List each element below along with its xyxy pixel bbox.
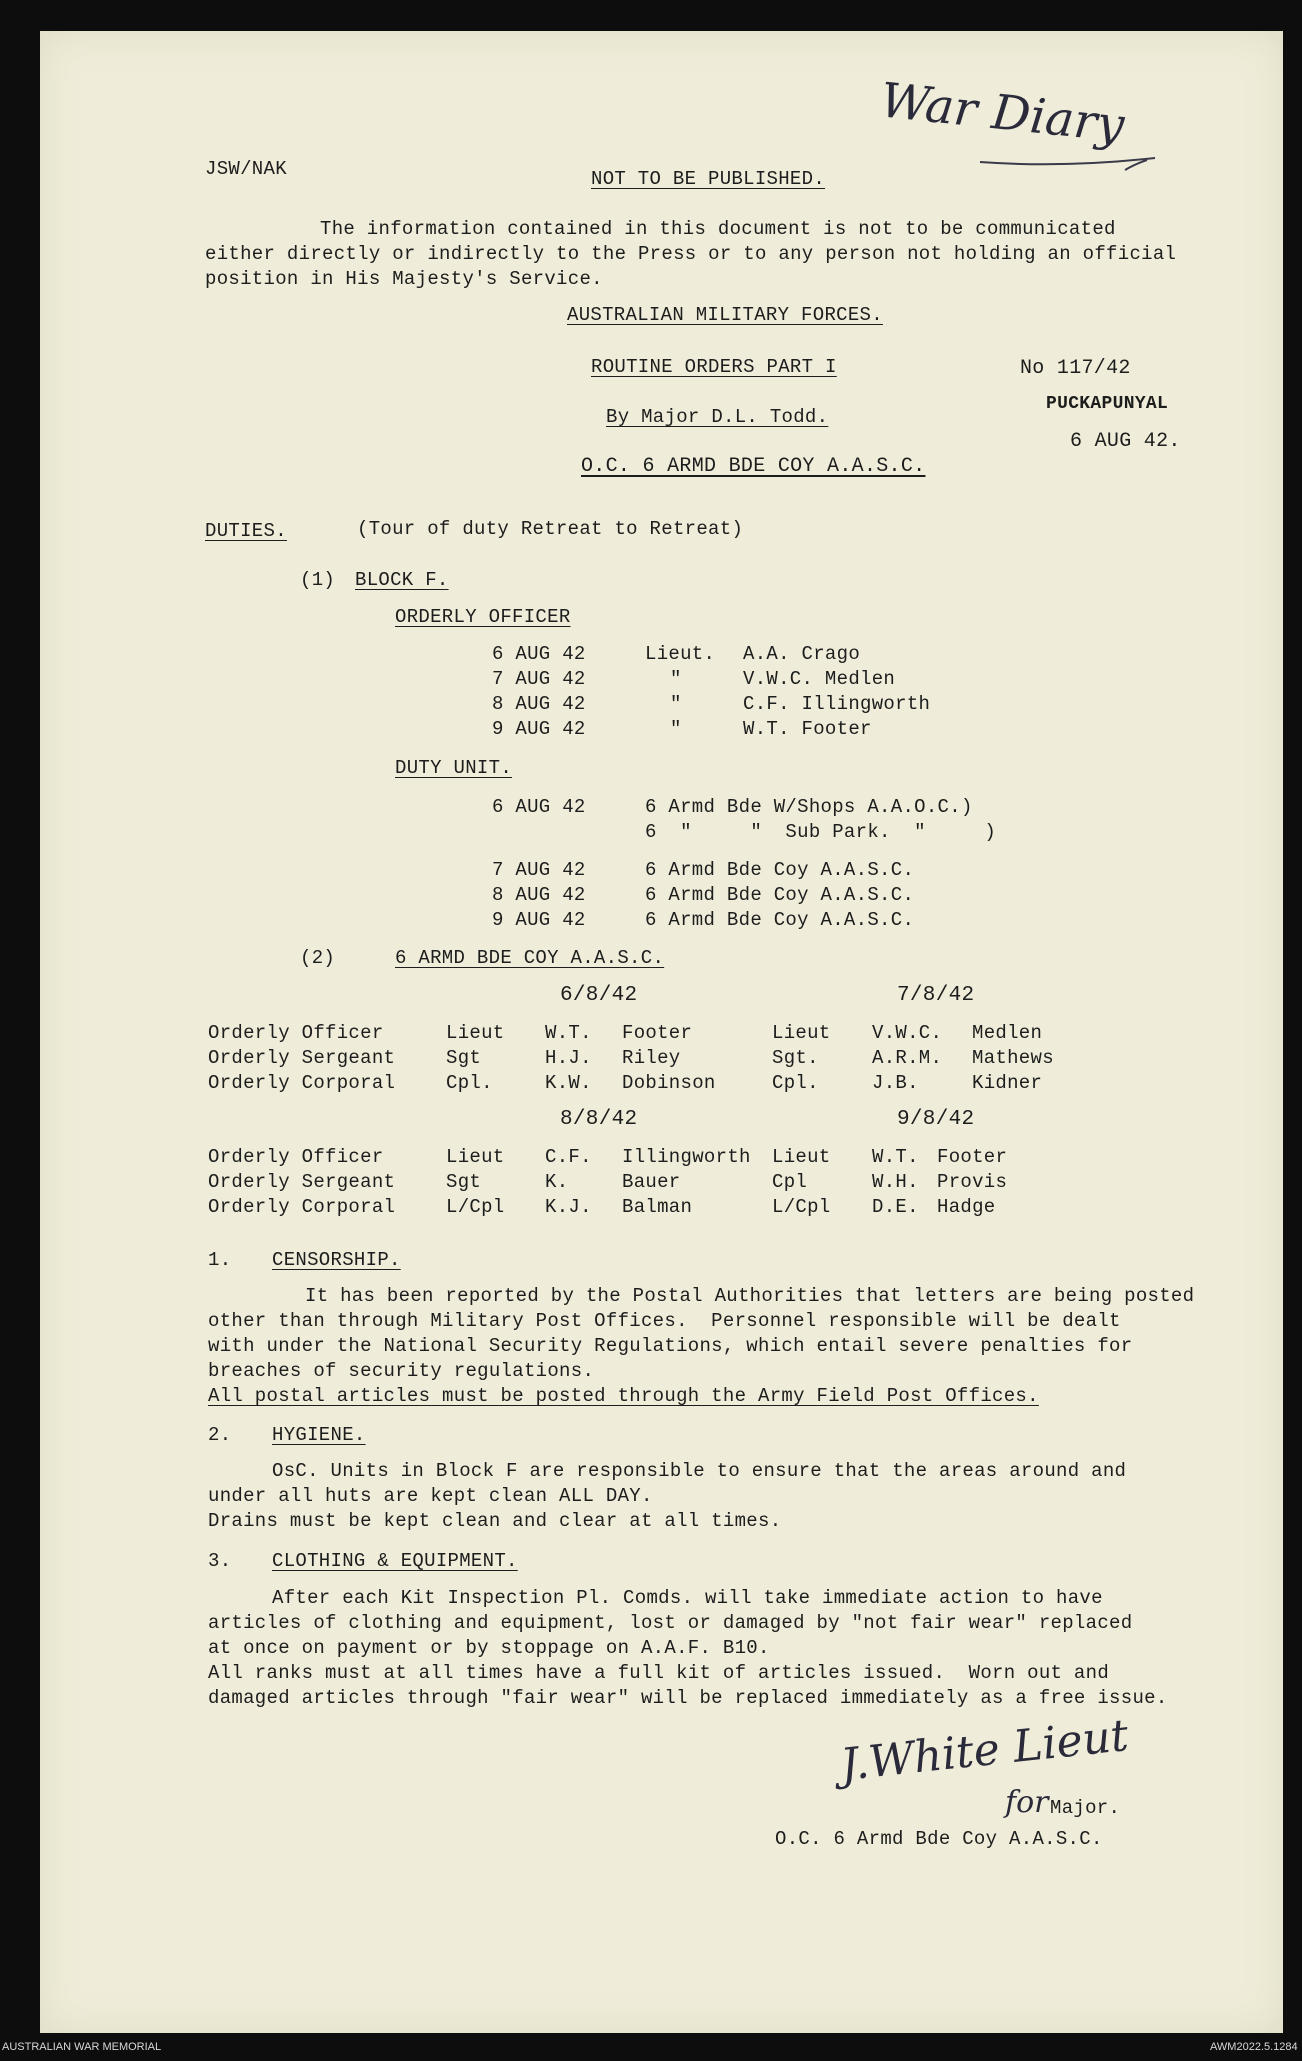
section-line-emphasis: All postal articles must be posted through the Army Field Post Offices. bbox=[208, 1385, 1039, 1407]
entry-rank: Lieut bbox=[446, 1022, 505, 1044]
oo-name: V.W.C. Medlen bbox=[743, 668, 896, 690]
oo-date: 6 AUG 42 bbox=[492, 643, 586, 665]
row-label: Orderly Corporal bbox=[208, 1072, 396, 1094]
unit-line: O.C. 6 ARMD BDE COY A.A.S.C. bbox=[581, 455, 926, 478]
entry-init: V.W.C. bbox=[872, 1022, 943, 1044]
entry-init: A.R.M. bbox=[872, 1047, 943, 1069]
entry-name: Illingworth bbox=[622, 1146, 751, 1168]
entry-rank: Lieut bbox=[772, 1022, 831, 1044]
entry-init: C.F. bbox=[545, 1146, 592, 1168]
entry-init: K.W. bbox=[545, 1072, 592, 1094]
section-line: at once on payment or by stoppage on A.A.F. B10. bbox=[208, 1637, 770, 1659]
section-number: 1. bbox=[208, 1249, 232, 1271]
entry-name: Footer bbox=[622, 1022, 693, 1044]
section-number: 3. bbox=[208, 1550, 232, 1572]
du-unit: 6 " " Sub Park. " ) bbox=[645, 821, 997, 843]
day-date: 8/8/42 bbox=[560, 1108, 638, 1131]
entry-rank: Lieut bbox=[772, 1146, 831, 1168]
block-f-number: (1) bbox=[300, 569, 336, 591]
entry-rank: Sgt. bbox=[772, 1047, 819, 1069]
section-title-hygiene: HYGIENE. bbox=[272, 1424, 366, 1446]
oo-name: W.T. Footer bbox=[743, 718, 872, 740]
order-date: 6 AUG 42. bbox=[1070, 430, 1181, 453]
entry-init: W.T. bbox=[545, 1022, 592, 1044]
row-label: Orderly Sergeant bbox=[208, 1171, 396, 1193]
duties-heading: DUTIES. bbox=[205, 520, 287, 542]
section-line: After each Kit Inspection Pl. Comds. will take immediate action to have bbox=[272, 1587, 1103, 1609]
section-line: All ranks must at all times have a full kit of articles issued. Worn out and bbox=[208, 1662, 1110, 1684]
orders-title: ROUTINE ORDERS PART I bbox=[591, 356, 837, 378]
footer-id: AWM2022.5.1284 bbox=[1210, 2041, 1298, 2053]
row-label: Orderly Officer bbox=[208, 1022, 384, 1044]
entry-name: Hadge bbox=[937, 1196, 996, 1218]
entry-init: W.H. bbox=[872, 1171, 919, 1193]
entry-name: Dobinson bbox=[622, 1072, 716, 1094]
oo-date: 8 AUG 42 bbox=[492, 693, 586, 715]
entry-rank: L/Cpl bbox=[446, 1196, 505, 1218]
entry-rank: Cpl. bbox=[772, 1072, 819, 1094]
handwritten-war-diary: War Diary bbox=[877, 72, 1127, 154]
oo-rank: " bbox=[670, 718, 682, 740]
block-f-title: BLOCK F. bbox=[355, 569, 449, 591]
day-date: 6/8/42 bbox=[560, 984, 638, 1007]
entry-name: Riley bbox=[622, 1047, 681, 1069]
section-title-clothing: CLOTHING & EQUIPMENT. bbox=[272, 1550, 518, 1572]
du-unit: 6 Armd Bde Coy A.A.S.C. bbox=[645, 859, 915, 881]
entry-name: Kidner bbox=[972, 1072, 1043, 1094]
section-line: OsC. Units in Block F are responsible to ensure that the areas around and bbox=[272, 1460, 1127, 1482]
warning-line-2: either directly or indirectly to the Press or to any person not holding an official bbox=[205, 243, 1177, 265]
warning-line-1: The information contained in this document is not to be communicated bbox=[320, 218, 1116, 240]
entry-rank: L/Cpl bbox=[772, 1196, 831, 1218]
entry-name: Provis bbox=[937, 1171, 1008, 1193]
entry-name: Footer bbox=[937, 1146, 1008, 1168]
entry-init: H.J. bbox=[545, 1047, 592, 1069]
du-date: 6 AUG 42 bbox=[492, 796, 586, 818]
entry-name: Medlen bbox=[972, 1022, 1043, 1044]
handwritten-signature: J.White Lieut bbox=[838, 1710, 1131, 1791]
oo-rank: Lieut. bbox=[645, 643, 716, 665]
signature-unit: O.C. 6 Armd Bde Coy A.A.S.C. bbox=[775, 1828, 1103, 1850]
coy-number: (2) bbox=[300, 947, 336, 969]
oo-name: A.A. Crago bbox=[743, 643, 861, 665]
entry-name: Balman bbox=[622, 1196, 693, 1218]
du-unit: 6 Armd Bde Coy A.A.S.C. bbox=[645, 909, 915, 931]
oo-rank: " bbox=[670, 668, 682, 690]
handwritten-for: for bbox=[1005, 1785, 1049, 1820]
section-line: damaged articles through "fair wear" will be replaced immediately as a free issue. bbox=[208, 1687, 1168, 1709]
entry-init: D.E. bbox=[872, 1196, 919, 1218]
entry-rank: Sgt bbox=[446, 1047, 482, 1069]
entry-rank: Cpl. bbox=[446, 1072, 493, 1094]
entry-init: J.B. bbox=[872, 1072, 919, 1094]
by-line: By Major D.L. Todd. bbox=[606, 406, 829, 428]
section-line: articles of clothing and equipment, lost or damaged by "not fair wear" replaced bbox=[208, 1612, 1133, 1634]
row-label: Orderly Corporal bbox=[208, 1196, 396, 1218]
du-date: 7 AUG 42 bbox=[492, 859, 586, 881]
force-title: AUSTRALIAN MILITARY FORCES. bbox=[567, 304, 883, 326]
section-line: other than through Military Post Offices. Personnel responsible will be dealt bbox=[208, 1310, 1121, 1332]
section-number: 2. bbox=[208, 1424, 232, 1446]
du-unit: 6 Armd Bde Coy A.A.S.C. bbox=[645, 884, 915, 906]
entry-rank: Cpl bbox=[772, 1171, 808, 1193]
du-date: 9 AUG 42 bbox=[492, 909, 586, 931]
signature-major: Major. bbox=[1050, 1797, 1121, 1819]
location: PUCKAPUNYAL bbox=[1046, 394, 1169, 414]
entry-name: Bauer bbox=[622, 1171, 681, 1193]
entry-init: K. bbox=[545, 1171, 569, 1193]
entry-rank: Sgt bbox=[446, 1171, 482, 1193]
row-label: Orderly Officer bbox=[208, 1146, 384, 1168]
annotation-underline bbox=[975, 150, 1175, 180]
entry-init: W.T. bbox=[872, 1146, 919, 1168]
orderly-officer-heading: ORDERLY OFFICER bbox=[395, 606, 571, 628]
warning-title: NOT TO BE PUBLISHED. bbox=[591, 168, 826, 190]
entry-rank: Lieut bbox=[446, 1146, 505, 1168]
oo-date: 9 AUG 42 bbox=[492, 718, 586, 740]
section-line: It has been reported by the Postal Authorities that letters are being posted bbox=[305, 1285, 1195, 1307]
entry-name: Mathews bbox=[972, 1047, 1054, 1069]
du-date: 8 AUG 42 bbox=[492, 884, 586, 906]
oo-name: C.F. Illingworth bbox=[743, 693, 931, 715]
section-line: Drains must be kept clean and clear at all times. bbox=[208, 1510, 782, 1532]
oo-rank: " bbox=[670, 693, 682, 715]
row-label: Orderly Sergeant bbox=[208, 1047, 396, 1069]
coy-title: 6 ARMD BDE COY A.A.S.C. bbox=[395, 947, 665, 969]
section-title-censorship: CENSORSHIP. bbox=[272, 1249, 401, 1271]
section-line: with under the National Security Regulations, which entail severe penalties for bbox=[208, 1335, 1133, 1357]
order-number: No 117/42 bbox=[1020, 357, 1131, 380]
du-unit: 6 Armd Bde W/Shops A.A.O.C.) bbox=[645, 796, 973, 818]
day-date: 9/8/42 bbox=[897, 1108, 975, 1131]
warning-line-3: position in His Majesty's Service. bbox=[205, 268, 603, 290]
duties-note: (Tour of duty Retreat to Retreat) bbox=[357, 518, 744, 540]
entry-init: K.J. bbox=[545, 1196, 592, 1218]
section-line: under all huts are kept clean ALL DAY. bbox=[208, 1485, 653, 1507]
duty-unit-heading: DUTY UNIT. bbox=[395, 757, 513, 779]
oo-date: 7 AUG 42 bbox=[492, 668, 586, 690]
day-date: 7/8/42 bbox=[897, 984, 975, 1007]
section-line: breaches of security regulations. bbox=[208, 1360, 595, 1382]
reference: JSW/NAK bbox=[205, 158, 287, 180]
footer-credit: AUSTRALIAN WAR MEMORIAL bbox=[2, 2041, 162, 2053]
